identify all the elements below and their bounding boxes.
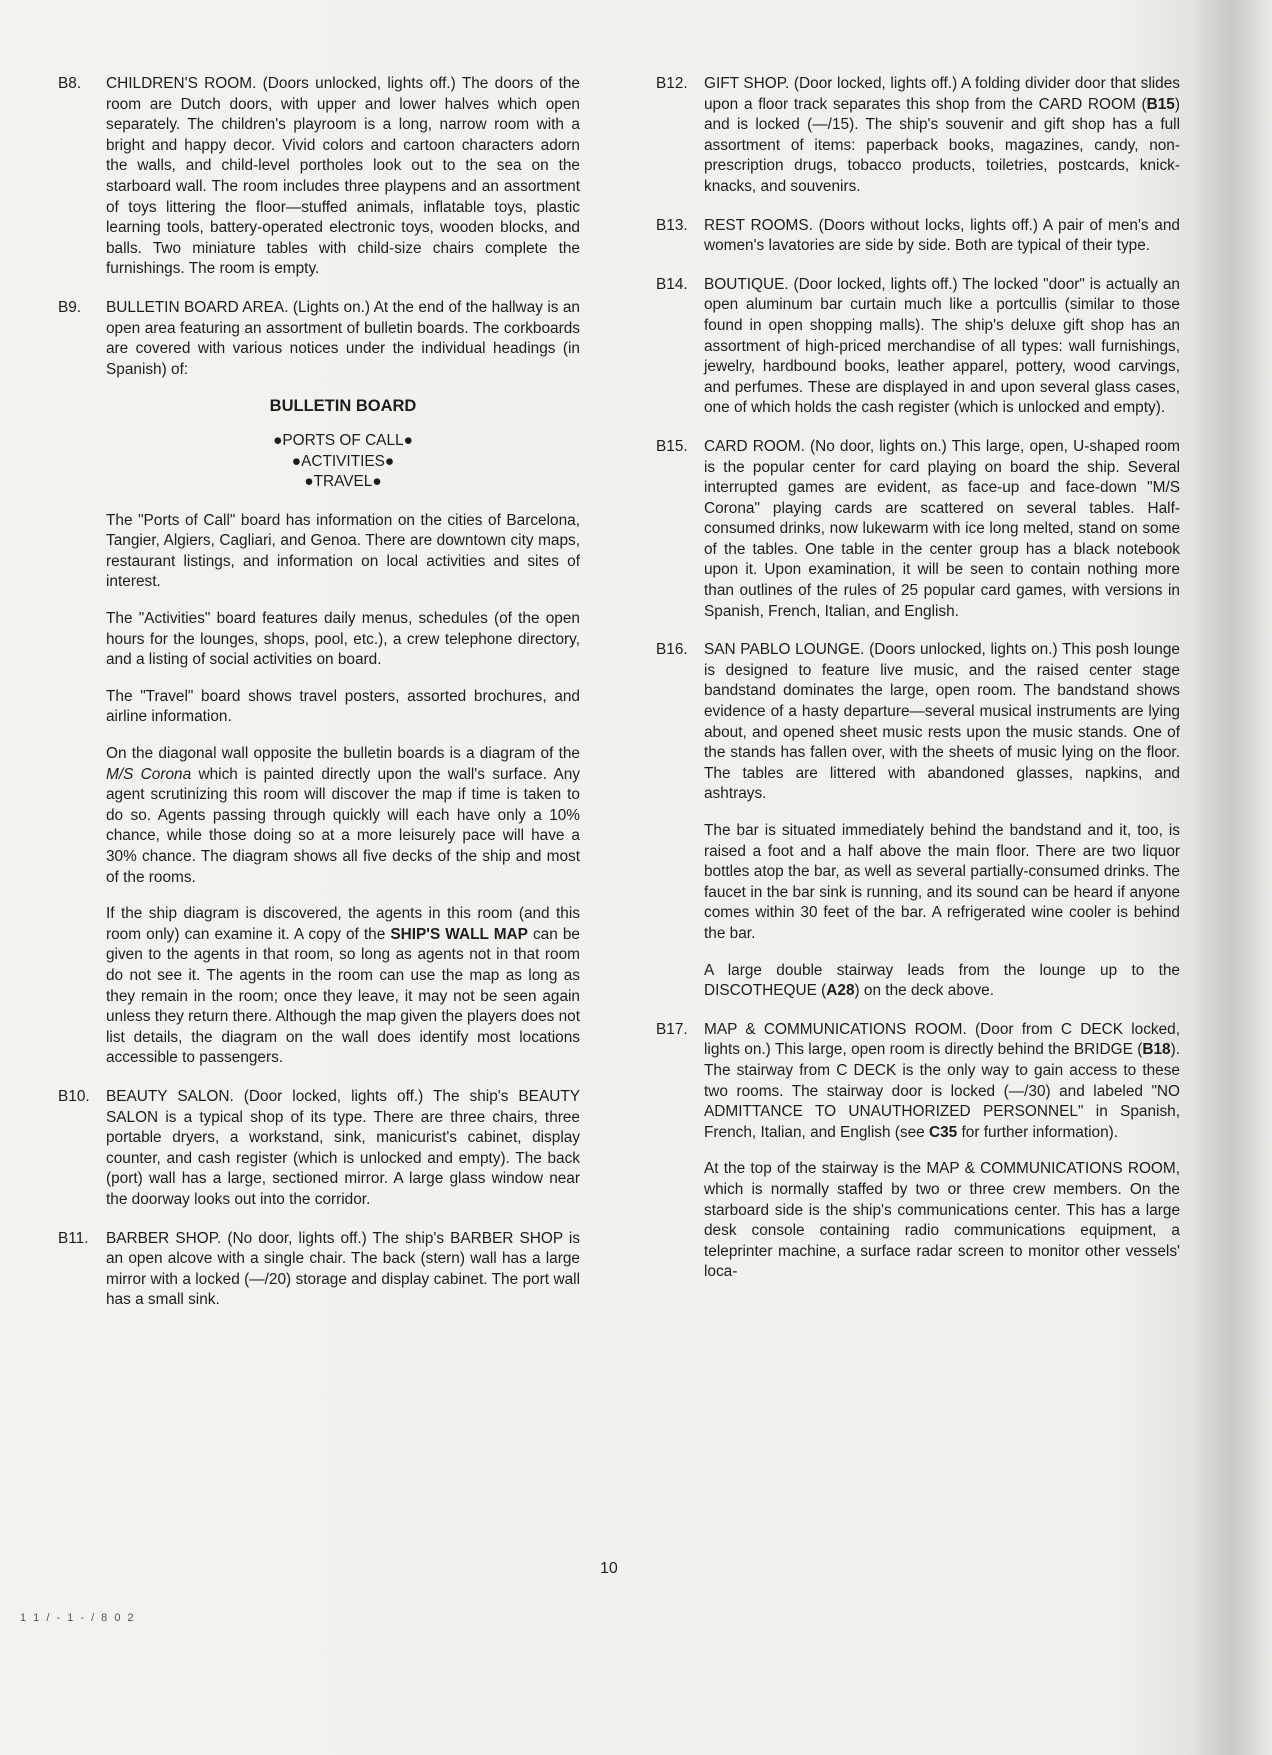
entry-b9 [58,298,580,1069]
room-ref: C35 [929,1123,958,1141]
bulletin-heading: ●ACTIVITIES● [291,452,395,470]
entry-body [106,1087,580,1211]
text-run: ) and is locked (—/15). The ship's souvenir and gift shop has a full assortment of items: paperback books, magazines, candy, non-prescription drugs, tobacco products, toiletries, postcards, knick-knacks, and souvenirs. [704,95,1180,195]
room-ref: B15 [1146,95,1175,113]
text-run: for further information). [957,1123,1119,1141]
entry-label: B14. [656,275,688,293]
entry-text: BARBER SHOP. (No door, lights off.) The ship's BARBER SHOP is an open alcove with a single chair. The back (stern) wall has a large mirror with a locked (—/20) storage and display cabinet. The port wall has a small sink. [106,1229,580,1309]
entry-text: CHILDREN'S ROOM. (Doors unlocked, lights off.) The doors of the room are Dutch doors, with upper and lower halves which open separately. The children's playroom is a long, narrow room with a bright and happy decor. Vivid colors and cartoon characters adorn the walls, and child-level portholes look out to the sea on the starboard wall. The room includes three playpens and an assortment of toys littering the floor—stuffed animals, inflatable toys, plastic learning tools, battery-operated electronic toys, wooden blocks, and balls. Two miniature tables with child-size chairs complete the furnishings. The room is empty. [106,75,580,278]
entry-body [106,74,580,280]
print-code: 1 1 / - 1 - / 8 0 2 [20,1612,136,1624]
paragraph: At the top of the stairway is the MAP & COMMUNICATIONS ROOM, which is normally staffed by two or three crew members. On the starboard side is the ship's communications center. This has a large desk console containing radio communications equipment, a teleprinter machine, a surface radar screen to monitor other vessels' loca- [704,1160,1180,1281]
entry-label: B9. [58,298,82,316]
entry-b8 [58,74,580,280]
entry-label: B12. [656,75,688,92]
entry-b16 [656,640,1180,1002]
paragraph [106,744,580,888]
entry-text: REST ROOMS. (Doors without locks, lights off.) A pair of men's and women's lavatories are side by side. Both are typical of their type. [704,216,1180,255]
text-run: GIFT SHOP. (Door locked, lights off.) A folding divider door that slides upon a floor track separates this shop from the CARD ROOM ( [704,75,1180,113]
entry-body [106,298,580,1069]
text-run: MAP & COMMUNICATIONS ROOM. (Door from C DECK locked, lights on.) This large, open room is directly behind the BRIDGE ( [704,1020,1180,1059]
entry-b11 [58,1229,580,1311]
entry-label: B15. [656,437,688,455]
text-run: ). The stairway from C DECK is the only way to gain access to these two rooms. The stairway door is locked (—/30) and labeled "NO ADMITTANCE TO UNAUTHORIZED PERSONNEL" in Spanish, French, Italian, and English (see [704,1041,1180,1141]
paragraph: The bar is situated immediately behind the bandstand and it, too, is raised a foot and a half above the main floor. There are two liquor bottles atop the bar, as well as several partially-consumed drinks. The faucet in the bar sink is running, and its sound can be heard if anyone comes within 30 feet of the bar. A refrigerated wine cooler is behind the bar. [704,822,1180,942]
text-run: On the diagonal wall opposite the bulletin boards is a diagram of the [106,745,580,763]
entry-text: BULLETIN BOARD AREA. (Lights on.) At the end of the hallway is an open area featuring an assortment of bulletin boards. The corkboards are covered with various notices under the individual headings (in Spanish) of: [106,298,580,378]
paragraph: The "Ports of Call" board has information on the cities of Barcelona, Tangier, Algiers, Cagliari, and Genoa. There are downtown city maps, restaurant listings, and information on local activities and sites of interest. [106,511,580,591]
entry-body [704,437,1180,622]
paragraph [704,961,1180,1002]
entry-body [704,640,1180,1002]
entry-label: B17. [656,1020,688,1038]
entry-body [704,216,1180,257]
entry-text [704,74,1180,198]
bulletin-board-block [106,396,580,492]
bulletin-heading: ●PORTS OF CALL● [273,431,413,449]
entry-b15 [656,437,1180,622]
room-ref: B18 [1142,1041,1171,1059]
right-column [656,74,1180,1301]
text-run: If the ship diagram is discovered, the agents in this room (and this room only) can examine it. A copy of the [106,905,580,943]
text-run: ) on the deck above. [854,982,994,1000]
text-run: which is painted directly upon the wall's surface. Any agent scrutinizing this room will discover the map if time is taken to do so. Agents passing through quickly will each have only a 10% chance, while those doing so at a more leisurely pace will have a 30% chance. The diagram shows all five decks of the ship and most of the rooms. [106,765,580,886]
paragraph: The "Travel" board shows travel posters, assorted brochures, and airline information. [106,687,580,726]
entry-b17 [656,1020,1180,1283]
bulletin-board-title: BULLETIN BOARD [269,397,417,416]
room-ref: A28 [826,982,855,1000]
entry-text: BEAUTY SALON. (Door locked, lights off.) The ship's BEAUTY SALON is a typical shop of its type. There are three chairs, three portable dryers, a workstand, sink, manicurist's cabinet, display counter, and cash register (which is unlocked and empty). The back (port) wall has a large, sectioned mirror. A large glass window near the doorway looks out into the corridor. [106,1087,580,1208]
text-run: A large double stairway leads from the lounge up to the DISCOTHEQUE ( [704,961,1180,1000]
entry-label: B11. [58,1229,89,1247]
entry-text: BOUTIQUE. (Door locked, lights off.) The locked "door" is actually an open aluminum bar curtain much like a portcullis (similar to those found in open shopping malls). The ship's deluxe gift shop has an assortment of high-priced merchandise of all types: wall furnishings, jewelry, hardbound books, leather apparel, pottery, wood carvings, and perfumes. These are displayed in and upon several glass cases, one of which holds the cash register (which is unlocked and empty). [704,275,1180,417]
paragraph: The "Activities" board features daily menus, schedules (of the open hours for the lounges, shops, pool, etc.), a crew telephone directory, and a listing of social activities on board. [106,610,580,669]
entry-b13 [656,216,1180,257]
page-number: 10 [600,1560,618,1577]
paragraph [106,904,580,1069]
left-column [58,74,580,1329]
entry-label: B8. [58,75,82,92]
entry-b10 [58,1087,580,1211]
entry-label: B13. [656,216,688,234]
paragraph: SAN PABLO LOUNGE. (Doors unlocked, lights on.) This posh lounge is designed to feature live music, and the raised center stage bandstand dominates the large, open room. The bandstand shows evidence of a hasty departure—several musical instruments are lying about, and opened sheet music rests upon the music stands. One of the stands has fallen over, with the sheets of music lying on the floor. The tables are littered with abandoned glasses, napkins, and ashtrays. [704,641,1180,803]
ship-name: M/S Corona [106,765,192,783]
entry-body [704,74,1180,198]
entry-body [106,1229,580,1311]
entry-b14 [656,275,1180,419]
bulletin-heading: ●TRAVEL● [304,473,382,491]
entry-b12 [656,74,1180,198]
entry-label: B10. [58,1087,90,1105]
text-run: can be given to the agents in that room, so long as agents not in that room do not see it. The agents in the room can use the map as long as they remain in the room; once they leave, it may not be seen again unless they return there. Although the map given the players does not list details, the diagram on the wall does identify most locations accessible to passengers. [106,925,580,1067]
entry-body [704,275,1180,419]
entry-body [704,1020,1180,1283]
ship-wall-map-ref: SHIP'S WALL MAP [390,925,528,943]
paragraph [704,1020,1180,1144]
entry-text: CARD ROOM. (No door, lights on.) This large, open, U-shaped room is the popular center for card playing on board the ship. Several interrupted games are evident, as face-up and face-down "M/S Corona" playing cards are scattered on several tables. Half-consumed drinks, now lukewarm with ice long melted, stand on some of the tables. One table in the center group has a black notebook upon it. Upon examination, it will be seen to contain nothing more than outlines of the rules of 25 popular card games, with versions in Spanish, French, Italian, and English. [704,437,1180,620]
entry-label: B16. [656,641,688,659]
